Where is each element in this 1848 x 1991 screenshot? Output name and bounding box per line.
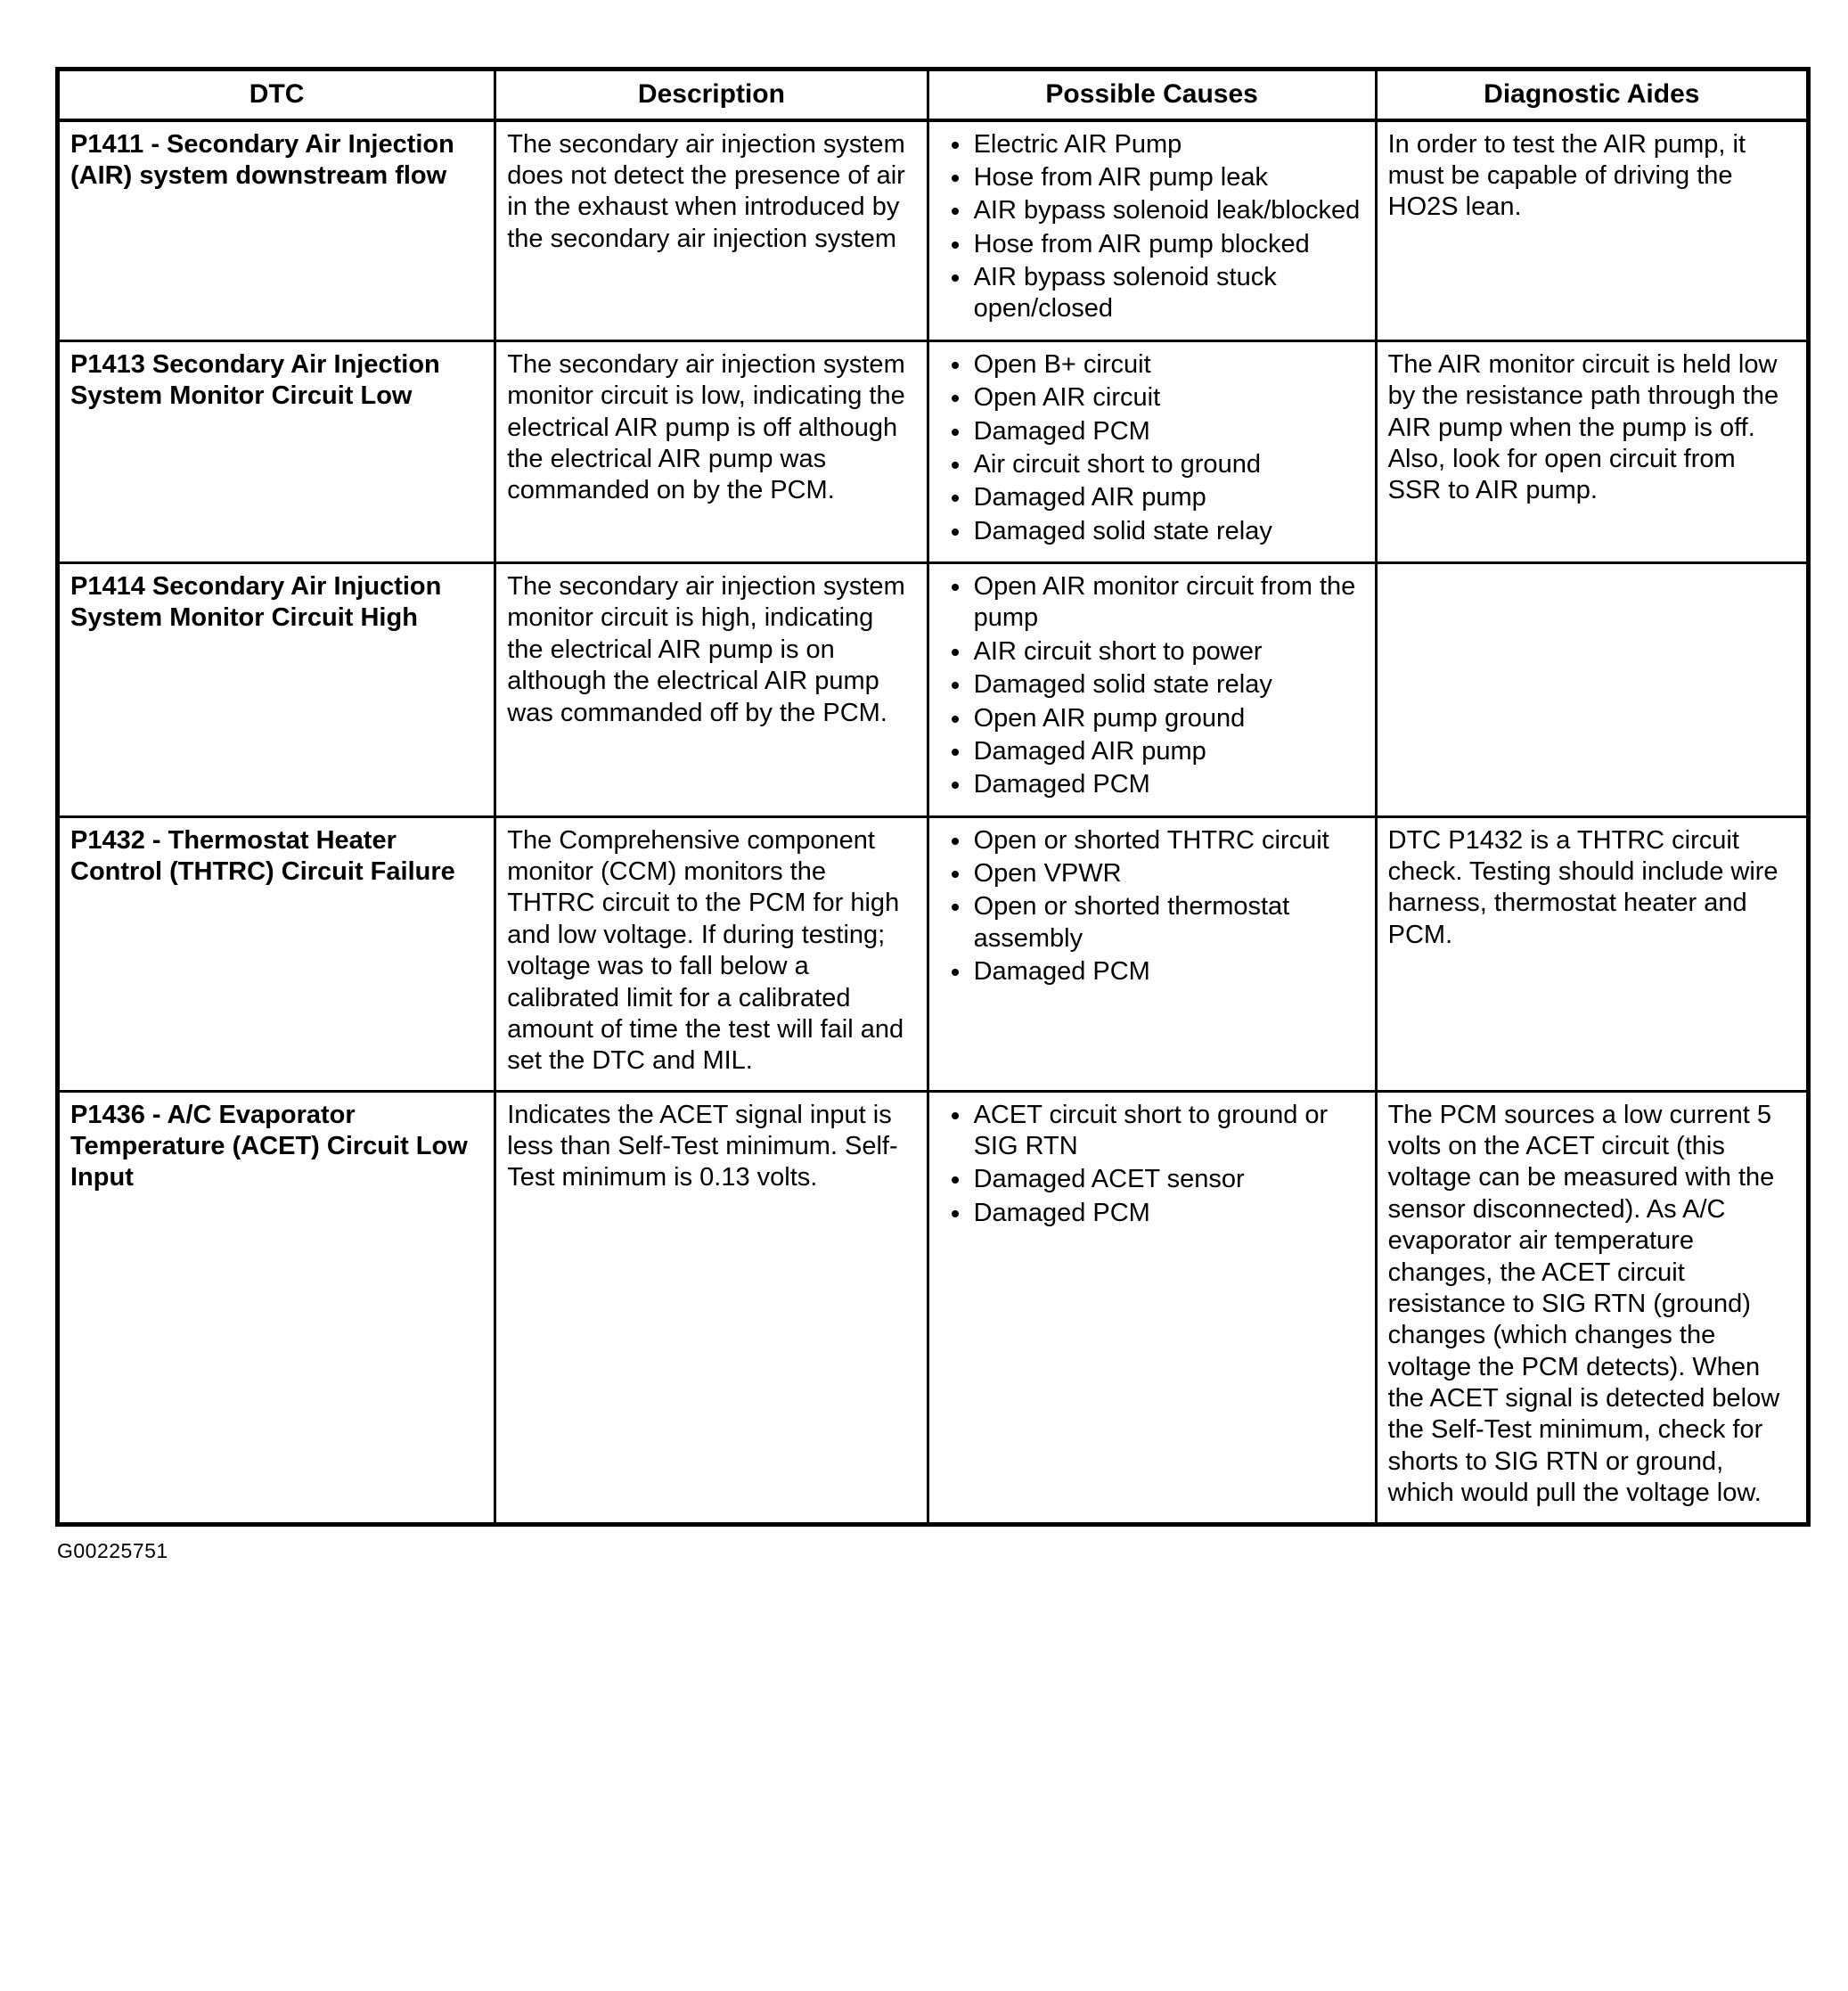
- causes-list: [940, 129, 1364, 325]
- description-cell: The secondary air injection system does not detect the presence of air in the exhaust when introduced by the secondary air injection system: [495, 120, 928, 341]
- dtc-cell: P1432 - Thermostat Heater Control (THTRC) Circuit Failure: [58, 816, 495, 1091]
- table-row: [58, 1091, 1809, 1524]
- aides-cell: DTC P1432 is a THTRC circuit check. Testing should include wire harness, thermostat heater and PCM.: [1376, 816, 1808, 1091]
- column-header-diagnostic-aides: Diagnostic Aides: [1376, 70, 1808, 120]
- cause-item: • Air circuit short to ground: [972, 449, 1364, 480]
- cause-item: • Damaged PCM: [972, 769, 1364, 800]
- causes-cell: [928, 1091, 1376, 1524]
- aides-cell: The AIR monitor circuit is held low by the resistance path through the AIR pump when the pump is off. Also, look for open circuit from SSR to AIR pump.: [1376, 340, 1808, 562]
- cause-item: • AIR bypass solenoid leak/blocked: [972, 195, 1364, 226]
- cause-item: • Open AIR circuit: [972, 382, 1364, 414]
- causes-cell: [928, 563, 1376, 817]
- cause-item: • Hose from AIR pump blocked: [972, 229, 1364, 260]
- aides-cell: [1376, 563, 1808, 817]
- column-header-dtc: DTC: [58, 70, 495, 120]
- figure-id: G00225751: [57, 1538, 168, 1562]
- causes-list: [940, 571, 1364, 801]
- cause-item: • Hose from AIR pump leak: [972, 162, 1364, 193]
- description-cell: The Comprehensive component monitor (CCM) monitors the THTRC circuit to the PCM for high and low voltage. If during testing; voltage was to fall below a calibrated limit for a calibrated amount of time the test will fail and set the DTC and MIL.: [495, 816, 928, 1091]
- aides-cell: In order to test the AIR pump, it must be capable of driving the HO2S lean.: [1376, 120, 1808, 341]
- dtc-cell: P1413 Secondary Air Injection System Monitor Circuit Low: [58, 340, 495, 562]
- dtc-table: [55, 67, 1811, 1527]
- cause-item: • Open AIR monitor circuit from the pump: [972, 571, 1364, 635]
- column-header-possible-causes: Possible Causes: [928, 70, 1376, 120]
- dtc-cell: P1436 - A/C Evaporator Temperature (ACET) Circuit Low Input: [58, 1091, 495, 1524]
- dtc-cell: P1411 - Secondary Air Injection (AIR) system downstream flow: [58, 120, 495, 341]
- causes-list: [940, 349, 1364, 547]
- cause-item: • AIR bypass solenoid stuck open/closed: [972, 262, 1364, 325]
- cause-item: • Damaged AIR pump: [972, 482, 1364, 513]
- causes-cell: [928, 120, 1376, 341]
- dtc-cell: P1414 Secondary Air Injuction System Monitor Circuit High: [58, 563, 495, 817]
- causes-cell: [928, 340, 1376, 562]
- cause-item: • Damaged ACET sensor: [972, 1164, 1364, 1195]
- cause-item: • Open or shorted THTRC circuit: [972, 825, 1364, 856]
- description-cell: Indicates the ACET signal input is less than Self-Test minimum. Self-Test minimum is 0.13 volts.: [495, 1091, 928, 1524]
- aides-cell: The PCM sources a low current 5 volts on the ACET circuit (this voltage can be measured with the sensor disconnected). As A/C evaporator air temperature changes, the ACET circuit resistance to SIG RTN (ground) changes (which changes the voltage the PCM detects). When the ACET signal is detected below the Self-Test minimum, check for shorts to SIG RTN or ground, which would pull the voltage low.: [1376, 1091, 1808, 1524]
- description-cell: The secondary air injection system monitor circuit is low, indicating the electrical AIR pump is off although the electrical AIR pump was commanded on by the PCM.: [495, 340, 928, 562]
- table-row: [58, 816, 1809, 1091]
- cause-item: • AIR circuit short to power: [972, 636, 1364, 668]
- column-header-description: Description: [495, 70, 928, 120]
- cause-item: • Damaged PCM: [972, 1198, 1364, 1229]
- cause-item: • Damaged PCM: [972, 416, 1364, 447]
- cause-item: • Open AIR pump ground: [972, 703, 1364, 734]
- table-row: [58, 340, 1809, 562]
- cause-item: • Open VPWR: [972, 858, 1364, 889]
- cause-item: • ACET circuit short to ground or SIG RTN: [972, 1100, 1364, 1163]
- cause-item: • Open B+ circuit: [972, 349, 1364, 381]
- table-header-row: [58, 70, 1809, 120]
- cause-item: • Damaged solid state relay: [972, 669, 1364, 701]
- table-row: [58, 120, 1809, 341]
- causes-list: [940, 1100, 1364, 1230]
- cause-item: • Damaged PCM: [972, 956, 1364, 987]
- table-row: [58, 563, 1809, 817]
- cause-item: • Electric AIR Pump: [972, 129, 1364, 160]
- cause-item: • Damaged AIR pump: [972, 736, 1364, 767]
- cause-item: • Open or shorted thermostat assembly: [972, 891, 1364, 955]
- causes-list: [940, 825, 1364, 988]
- cause-item: • Damaged solid state relay: [972, 516, 1364, 547]
- causes-cell: [928, 816, 1376, 1091]
- description-cell: The secondary air injection system monitor circuit is high, indicating the electrical AIR pump is on although the electrical AIR pump was commanded off by the PCM.: [495, 563, 928, 817]
